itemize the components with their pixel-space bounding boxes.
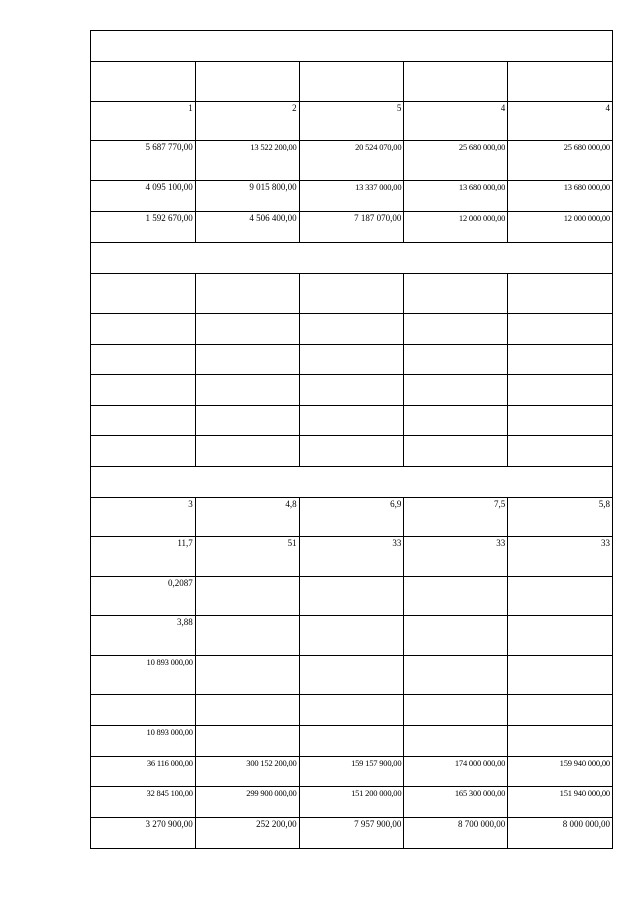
table-cell: 151 940 000,00 — [508, 787, 613, 818]
table-row — [90, 141, 613, 181]
table-cell: 3,88 — [91, 616, 196, 656]
table-cell — [196, 62, 300, 102]
table-cell — [300, 616, 405, 656]
table-cell: 7 187 070,00 — [300, 212, 405, 243]
table-row — [90, 314, 613, 345]
table-row — [90, 62, 613, 102]
table-cell: 51 — [196, 537, 300, 577]
table-cell — [196, 695, 300, 726]
table-cell — [508, 726, 613, 757]
table-cell: 36 116 000,00 — [91, 757, 196, 787]
table-cell: 3 — [91, 498, 196, 537]
table-cell: 7,5 — [404, 498, 508, 537]
section-header-cell — [91, 467, 613, 498]
table-row — [90, 787, 613, 818]
table-row — [90, 537, 613, 577]
table-cell — [300, 726, 405, 757]
table-cell — [196, 375, 300, 406]
table-row — [90, 616, 613, 656]
table-cell: 0,2087 — [91, 577, 196, 616]
table-cell — [404, 577, 508, 616]
table-cell: 25 680 000,00 — [508, 141, 613, 181]
table-cell: 3 270 900,00 — [91, 818, 196, 849]
section-header-row — [90, 243, 613, 274]
table-cell — [300, 274, 405, 314]
table-cell: 8 700 000,00 — [404, 818, 508, 849]
table-cell: 5 687 770,00 — [91, 141, 196, 181]
table-cell — [404, 375, 508, 406]
table-cell — [91, 314, 196, 345]
table-cell: 6,9 — [300, 498, 405, 537]
table-cell: 299 900 000,00 — [196, 787, 300, 818]
table-cell: 7 957 900,00 — [300, 818, 405, 849]
table-row — [90, 212, 613, 243]
table-cell — [91, 345, 196, 375]
table-cell — [91, 436, 196, 467]
table-cell — [404, 726, 508, 757]
table-cell — [404, 695, 508, 726]
table-cell — [91, 695, 196, 726]
section-header-row — [90, 467, 613, 498]
table-cell — [300, 314, 405, 345]
table-cell: 1 592 670,00 — [91, 212, 196, 243]
table-cell — [300, 375, 405, 406]
table-cell — [196, 436, 300, 467]
table-cell — [508, 695, 613, 726]
table-cell: 32 845 100,00 — [91, 787, 196, 818]
table-cell: 4 — [508, 102, 613, 141]
table-cell — [300, 577, 405, 616]
table-cell: 13 522 200,00 — [196, 141, 300, 181]
table-row — [90, 345, 613, 375]
table-cell — [196, 314, 300, 345]
section-header-row — [90, 30, 613, 62]
table-cell — [508, 314, 613, 345]
table-cell: 33 — [404, 537, 508, 577]
table-cell — [91, 274, 196, 314]
table-cell: 2 — [196, 102, 300, 141]
table-cell — [508, 616, 613, 656]
table-cell — [196, 616, 300, 656]
table-row — [90, 436, 613, 467]
table-row — [90, 375, 613, 406]
table-cell — [196, 274, 300, 314]
table-cell — [508, 406, 613, 436]
table-cell: 5 — [300, 102, 405, 141]
table-cell: 11,7 — [91, 537, 196, 577]
table-row — [90, 406, 613, 436]
table-row — [90, 818, 613, 849]
table-cell: 151 200 000,00 — [300, 787, 405, 818]
table-row — [90, 181, 613, 212]
table-cell: 25 680 000,00 — [404, 141, 508, 181]
table-cell: 8 000 000,00 — [508, 818, 613, 849]
table-row — [90, 577, 613, 616]
table-cell: 10 893 000,00 — [91, 656, 196, 695]
table-cell — [91, 406, 196, 436]
table-cell — [404, 62, 508, 102]
table-cell: 10 893 000,00 — [91, 726, 196, 757]
table-cell — [300, 656, 405, 695]
table-cell — [404, 656, 508, 695]
table-cell: 12 000 000,00 — [508, 212, 613, 243]
table-cell: 13 680 000,00 — [508, 181, 613, 212]
table-cell — [404, 274, 508, 314]
table-cell: 159 157 900,00 — [300, 757, 405, 787]
table-row — [90, 695, 613, 726]
table-cell — [508, 345, 613, 375]
table-cell — [196, 726, 300, 757]
table-cell: 4,8 — [196, 498, 300, 537]
table-cell: 300 152 200,00 — [196, 757, 300, 787]
table-cell: 4 095 100,00 — [91, 181, 196, 212]
table-row — [90, 656, 613, 695]
table-cell — [300, 345, 405, 375]
table-cell: 33 — [300, 537, 405, 577]
table-cell — [508, 656, 613, 695]
table-cell: 1 — [91, 102, 196, 141]
table-cell — [196, 345, 300, 375]
table-cell: 4 — [404, 102, 508, 141]
table-row — [90, 274, 613, 314]
table-cell: 165 300 000,00 — [404, 787, 508, 818]
table-cell — [508, 436, 613, 467]
section-header-cell — [91, 31, 613, 62]
table-row — [90, 726, 613, 757]
data-table — [90, 30, 613, 846]
table-cell — [508, 375, 613, 406]
table-cell — [196, 406, 300, 436]
table-cell — [196, 577, 300, 616]
table-row — [90, 102, 613, 141]
section-header-cell — [91, 243, 613, 274]
table-cell — [300, 62, 405, 102]
table-row — [90, 498, 613, 537]
table-cell: 33 — [508, 537, 613, 577]
table-cell — [300, 406, 405, 436]
table-cell: 5,8 — [508, 498, 613, 537]
table-cell: 20 524 070,00 — [300, 141, 405, 181]
table-cell — [404, 436, 508, 467]
table-cell — [91, 375, 196, 406]
table-cell — [508, 62, 613, 102]
table-cell — [404, 345, 508, 375]
table-cell — [300, 695, 405, 726]
table-cell: 13 337 000,00 — [300, 181, 405, 212]
table-cell: 12 000 000,00 — [404, 212, 508, 243]
table-cell: 174 000 000,00 — [404, 757, 508, 787]
table-cell: 13 680 000,00 — [404, 181, 508, 212]
table-cell: 252 200,00 — [196, 818, 300, 849]
table-cell — [300, 436, 405, 467]
table-cell: 4 506 400,00 — [196, 212, 300, 243]
table-cell — [508, 577, 613, 616]
table-cell — [508, 274, 613, 314]
table-cell — [404, 616, 508, 656]
table-cell — [404, 406, 508, 436]
table-cell — [196, 656, 300, 695]
table-cell: 9 015 800,00 — [196, 181, 300, 212]
table-cell: 159 940 000,00 — [508, 757, 613, 787]
table-row — [90, 757, 613, 787]
table-cell — [91, 62, 196, 102]
table-cell — [404, 314, 508, 345]
